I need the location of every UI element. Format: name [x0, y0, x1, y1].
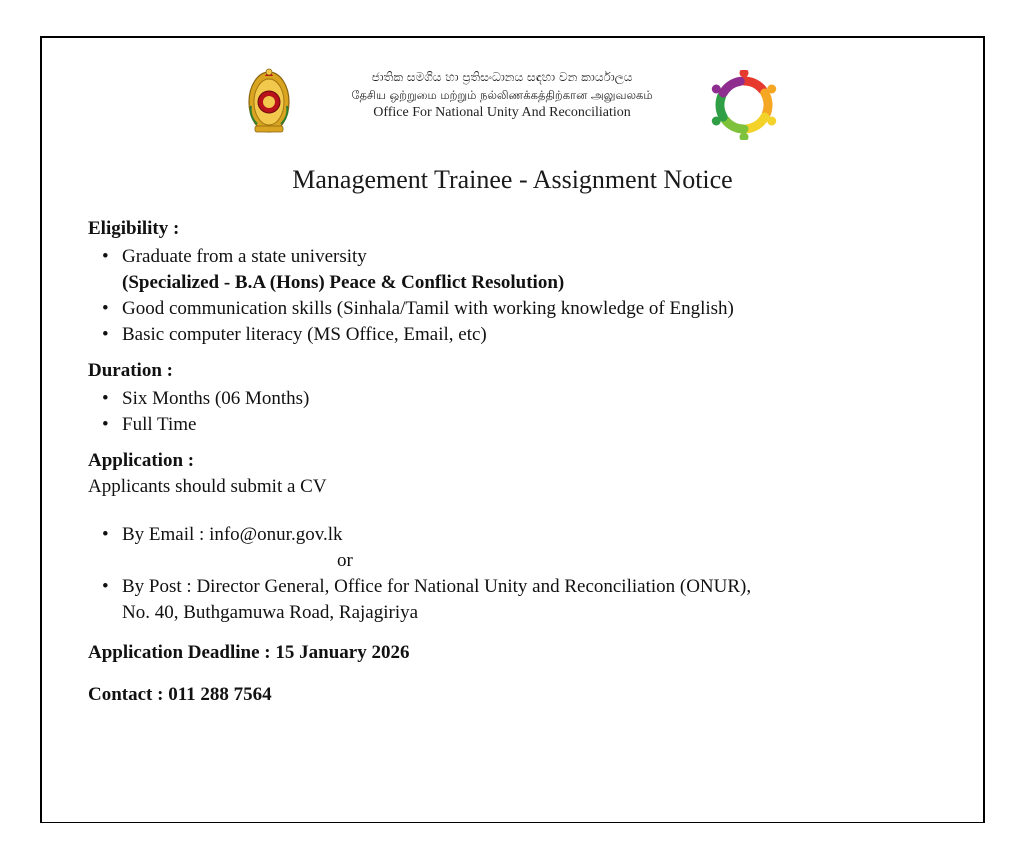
logo-ring-segment	[723, 81, 740, 93]
page-title: Management Trainee - Assignment Notice	[292, 165, 733, 194]
application-list	[88, 522, 968, 626]
eligibility-item-text: Graduate from a state university	[122, 246, 367, 267]
logo-person-head	[767, 117, 776, 126]
list-item: • Full Time	[102, 414, 197, 435]
duration-item-text: Full Time	[122, 414, 197, 435]
eligibility-list	[88, 244, 968, 348]
eligibility-specialization: (Specialized - B.A (Hons) Peace & Conflict Resolution)	[122, 272, 565, 293]
application-post-line2: No. 40, Buthgamuwa Road, Rajagiriya	[122, 602, 419, 623]
letterhead-text	[312, 68, 692, 122]
logo-ring-segment	[748, 117, 765, 129]
application-post-line1: By Post : Director General, Office for National Unity and Reconciliation (ONUR),	[122, 576, 752, 597]
logo-ring-segment	[720, 96, 723, 117]
logo-person-head	[740, 70, 749, 78]
office-name-english: Office For National Unity And Reconciliation	[373, 105, 631, 120]
eligibility-heading: Eligibility :	[88, 218, 180, 239]
logo-person-head	[740, 133, 749, 141]
application-deadline: Application Deadline : 15 January 2026	[88, 642, 410, 663]
or-separator: or	[337, 550, 353, 571]
duration-list	[88, 386, 968, 438]
eligibility-item-text: Good communication skills (Sinhala/Tamil with working knowledge of English)	[122, 298, 734, 319]
list-item: • Basic computer literacy (MS Office, Email, etc)	[102, 324, 487, 345]
onur-logo-icon	[709, 70, 779, 140]
list-item: • Graduate from a state university (Specialized - B.A (Hons) Peace & Conflict Resolution)	[122, 244, 968, 296]
list-item: • Six Months (06 Months)	[102, 388, 310, 409]
sri-lanka-emblem-icon	[247, 66, 291, 136]
duration-heading: Duration :	[88, 360, 173, 381]
letterhead	[42, 66, 983, 146]
eligibility-item-text: Basic computer literacy (MS Office, Email, etc)	[122, 324, 487, 345]
notice-frame	[40, 36, 985, 823]
logo-person-head	[712, 85, 721, 94]
application-heading: Application :	[88, 450, 195, 471]
contact-number: Contact : 011 288 7564	[88, 684, 272, 705]
office-name-sinhala: ජාතික සමගිය හා ප්‍රතිසංධානය සඳහා වන කාර්යාලය	[371, 70, 633, 84]
logo-person-head	[712, 117, 721, 126]
list-item: • Good communication skills (Sinhala/Tamil with working knowledge of English)	[102, 298, 734, 319]
list-item: • By Email : info@onur.gov.lk or	[122, 522, 968, 574]
application-intro: Applicants should submit a CV	[88, 476, 327, 497]
notice-body	[88, 216, 968, 708]
office-name-tamil: தேசிய ஒற்றுமை மற்றும் நல்லிணக்கத்திற்கான அலுவலகம்	[351, 88, 653, 102]
application-email[interactable]: By Email : info@onur.gov.lk	[122, 524, 343, 545]
logo-person-head	[767, 85, 776, 94]
logo-ring-segment	[744, 81, 763, 90]
duration-item-text: Six Months (06 Months)	[122, 388, 310, 409]
logo-ring-segment	[725, 120, 744, 129]
logo-ring-segment	[765, 93, 768, 114]
list-item: • By Post : Director General, Office for National Unity and Reconciliation (ONUR), No. 40, Buthgamuwa Road, Rajagiriya	[102, 576, 752, 623]
